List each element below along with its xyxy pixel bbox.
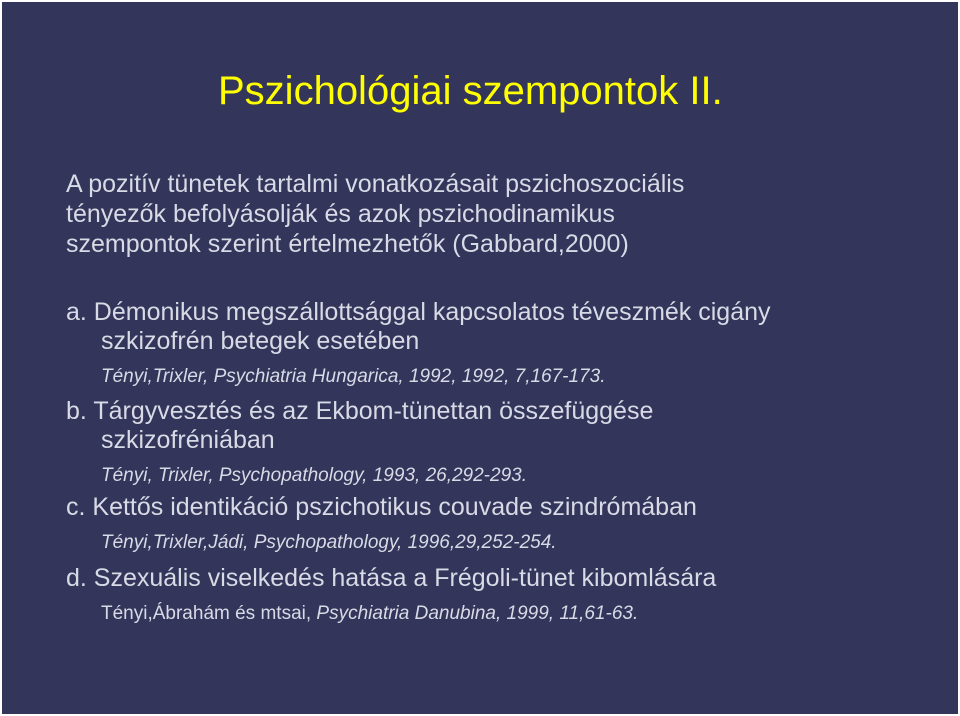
item-b-line: szkizofréniában [101,426,275,454]
slide-title: Pszichológiai szempontok II. [218,69,723,113]
item-a-line: szkizofrén betegek esetében [101,327,420,355]
item-c [66,493,946,555]
item-c-line: c. Kettős identikáció pszichotikus couvade szindrómában [66,493,697,521]
item-a-reference: Tényi,Trixler, Psychiatria Hungarica, 1992, 1992, 7,167-173. [101,366,606,387]
intro-paragraph [66,169,926,259]
intro-line: szempontok szerint értelmezhetők (Gabbard,2000) [66,230,629,258]
item-a [66,298,946,389]
item-d-reference-authors: Tényi,Ábrahám és mtsai, [101,603,317,624]
item-b-reference: Tényi, Trixler, Psychopathology, 1993, 26,292-293. [101,465,527,486]
item-a-line: a. Démonikus megszállottsággal kapcsolatos téveszmék cigány [66,298,771,326]
item-b [66,397,946,488]
item-d-line: d. Szexuális viselkedés hatása a Frégoli-tünet kibomlására [66,564,717,592]
item-c-heading [66,493,946,522]
item-b-heading [66,397,946,455]
item-d-reference-journal: Psychiatria Danubina, 1999, 11,61-63. [316,603,639,624]
intro-line: A pozitív tünetek tartalmi vonatkozásait pszichoszociális [66,170,685,198]
intro-line: tényezők befolyásolják és azok pszichodinamikus [66,200,615,228]
item-d-reference [66,602,946,626]
item-d [66,564,946,626]
item-a-heading [66,298,946,356]
item-c-reference: Tényi,Trixler,Jádi, Psychopathology, 1996,29,252-254. [101,532,557,553]
slide [2,2,958,714]
item-b-line: b. Tárgyvesztés és az Ekbom-tünettan összefüggése [66,397,654,425]
item-d-heading [66,564,946,593]
